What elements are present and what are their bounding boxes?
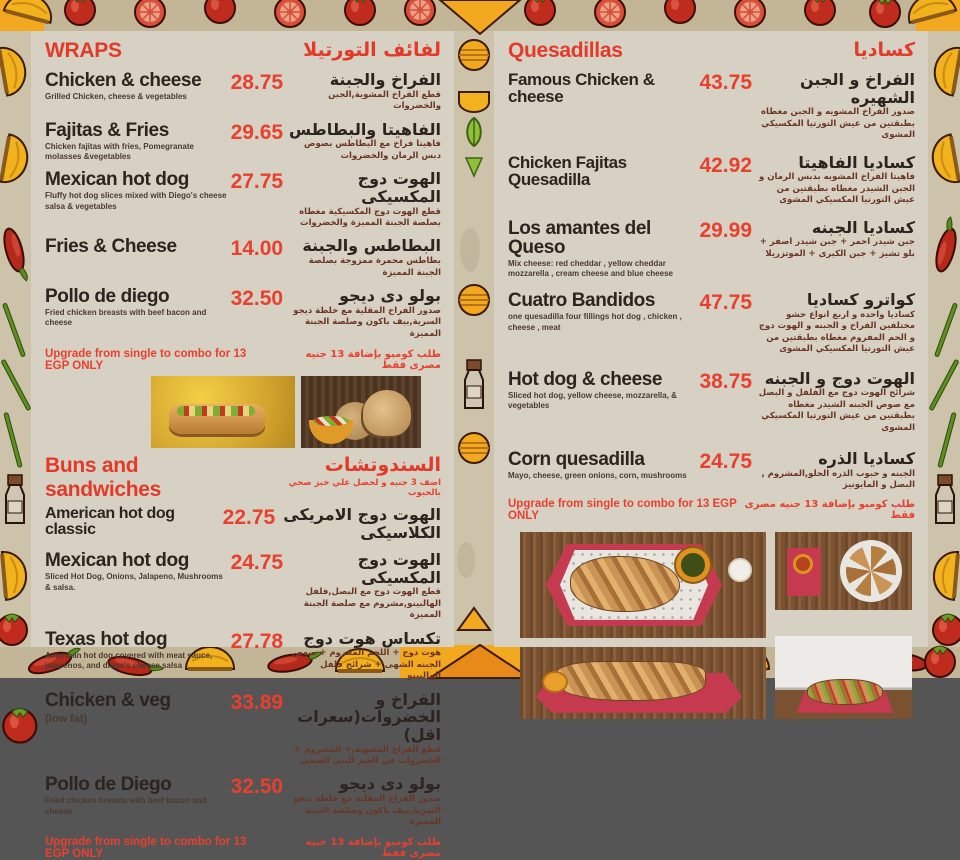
item-name-en: Corn quesadilla xyxy=(508,449,645,471)
photo-quesadilla-plate xyxy=(775,532,912,610)
item-desc-en: Sliced hot dog, yellow cheese, mozzarella, & vegetables xyxy=(508,390,677,411)
item-ar xyxy=(287,237,441,279)
item-name-ar: الهوت دوج المكسيكى xyxy=(357,169,441,206)
photo-wrap-plate xyxy=(301,376,421,448)
item-desc-en: Grilled Chicken, cheese & vegetables xyxy=(45,92,187,101)
item-price: 38.75 xyxy=(699,369,753,393)
item-price: 22.75 xyxy=(222,505,276,529)
item-en xyxy=(45,551,227,593)
wrap-shape xyxy=(363,390,411,436)
item-name-en: Chicken & veg xyxy=(45,689,171,711)
item-desc-ar: صدور الفراخ المقلية مع خلطة ديجو السرية,بيف باكون وصلصة الجبنة المميزة xyxy=(293,305,441,339)
item-desc-ar: قطع الهوت دوج المكسيكية مغطاه بصلصة الجبنة المميزة والخضروات xyxy=(299,206,441,228)
item-desc-en: Fried chicken breasts with beef bacon and cheese xyxy=(45,307,207,328)
item-en xyxy=(508,450,695,481)
item-desc-en: Fried chicken breasts with beef bacon and cheese xyxy=(45,796,207,816)
item-desc-en: Mayo, cheese, green onions, corn, mushrooms xyxy=(508,471,687,481)
item-name-ar: الفراخ والجبنة xyxy=(329,70,441,89)
item-en xyxy=(508,154,695,188)
item-price: 42.92 xyxy=(699,153,753,177)
left-photos xyxy=(151,376,441,448)
menu-item-pollo-de-diego-bun xyxy=(45,775,441,828)
menu-item-fries-cheese xyxy=(45,237,441,279)
item-ar xyxy=(287,775,441,828)
item-en xyxy=(45,691,227,726)
item-en xyxy=(45,506,219,538)
item-ar xyxy=(287,691,441,768)
item-name-ar: الهوت دوج الامريكى الكلاسيكى xyxy=(283,504,441,542)
quesadilla-wedges-shape xyxy=(570,556,680,612)
item-name-ar: الفاهيتا والبطاطس xyxy=(289,119,441,139)
dip-cup-shape xyxy=(542,671,568,693)
quesadilla-wedges-shape xyxy=(556,661,706,701)
item-name-ar: الهوت دوج و الجبنه xyxy=(764,368,915,388)
menu-item-famous-chicken-cheese xyxy=(508,71,915,142)
wraps-title-ar: لفائف التورتيلا xyxy=(303,39,441,61)
item-desc-ar: قطع الهوت دوج مع البصل,فلفل الهالبينو,مشروم مع صلصة الجبنة المميزة xyxy=(303,587,441,621)
upgrade-note-ar: طلب كومبو بإضافة 13 جنيه مصرى فقط xyxy=(305,348,441,371)
buns-header xyxy=(45,454,441,502)
item-desc-ar: فاهيتا فراخ مع البطاطس بصوص دبس الرمان والخضروات xyxy=(304,139,441,161)
item-name-en: American hot dog classic xyxy=(45,504,175,538)
item-en xyxy=(508,370,695,412)
item-name-en: Mexican hot dog xyxy=(45,550,189,572)
item-desc-en: one quesadilla four fillings hot dog , chicken , cheese , meat xyxy=(508,312,682,332)
item-desc-en: Mix cheese: red cheddar , yellow cheddar mozzarella , cream cheese and blue cheese xyxy=(508,258,673,278)
item-price: 24.75 xyxy=(230,551,284,575)
item-name-en: Fajitas & Fries xyxy=(45,119,169,141)
menu-item-hot-dog-cheese xyxy=(508,370,915,434)
dip-cup-shape xyxy=(728,558,752,582)
loaded-topping-shape xyxy=(807,679,883,705)
item-desc-en: Sliced Hot Dog, Onions, Jalapeno, Mushrooms & salsa. xyxy=(45,572,223,592)
quesadillas-header xyxy=(508,39,915,63)
item-price: 47.75 xyxy=(699,291,753,315)
item-name-en: Famous Chicken & cheese xyxy=(508,70,655,106)
menu-item-los-amantes-del-queso xyxy=(508,219,915,280)
wraps-title-en: WRAPS xyxy=(45,39,122,62)
quesadilla-wedges-shape xyxy=(846,546,896,596)
item-price: 29.65 xyxy=(230,120,284,144)
item-desc-ar: فاهيتا الفراخ المشويه بدبس الرمان و الجبن الشيدر مغطاه بطبقتين من عيش التورتيا المكسيكي المشوى xyxy=(759,172,915,206)
item-name-ar: الفراخ و الخضروات(سعرات اقل) xyxy=(297,689,441,744)
upgrade-note-ar: طلب كومبو بإضافة 13 جنيه مصرى فقط xyxy=(744,498,915,521)
item-name-en: Mexican hot dog xyxy=(45,169,189,191)
item-desc-ar: كساديا واحده و اربع انواع حشو مختلفين الفراخ و الجبنه و الهوت دوج و الحم المفروم مغطاه بطبقتين من عيش التورتيا المكسيكي المشوى xyxy=(758,309,915,355)
item-name-en: Texas hot dog xyxy=(45,628,168,650)
item-name-ar: الهوت دوج المكسيكى xyxy=(357,550,441,587)
buns-title-ar: السندوتشات xyxy=(324,453,441,476)
salsa-bowl-shape xyxy=(676,548,710,582)
item-desc-ar: هوت دوج + اللحم المفروم + صوص الجبنه الشهى + شرائح فلفل الهالبينو xyxy=(291,648,441,682)
item-name-ar: بولو دى ديجو xyxy=(339,285,441,305)
item-price: 14.00 xyxy=(230,237,284,261)
item-ar xyxy=(756,154,915,207)
item-name-en: Hot dog & cheese xyxy=(508,368,663,390)
menu-item-chicken-fajitas-quesadilla xyxy=(508,154,915,207)
item-desc-en: (low fat) xyxy=(45,712,88,725)
menu-item-chicken-veg xyxy=(45,691,441,768)
menu-item-cuatro-bandidos xyxy=(508,291,915,355)
item-name-ar: كواترو كساديا xyxy=(806,290,915,310)
item-price: 43.75 xyxy=(699,71,753,94)
item-en xyxy=(45,237,227,256)
item-price: 28.75 xyxy=(230,71,284,94)
item-price: 24.75 xyxy=(699,450,753,474)
item-en xyxy=(508,291,695,333)
item-desc-ar: الجبنه و حبوب الذره الحلو,المشروم , البصل و المايونيز xyxy=(761,468,915,491)
item-desc-en: Chicken fajitas with fries, Pomegranate molasses &vegetables xyxy=(45,141,194,161)
item-name-ar: بولو دى ديجو xyxy=(339,774,441,794)
menu-item-pollo-de-diego xyxy=(45,287,441,340)
item-name-ar: تكساس هوت دوج xyxy=(303,628,441,648)
bun-filling-shape xyxy=(177,406,255,416)
item-en xyxy=(508,71,695,105)
menu-item-corn-quesadilla xyxy=(508,450,915,492)
item-ar xyxy=(756,71,915,142)
item-ar xyxy=(287,121,441,163)
photo-hot-dog-sandwich xyxy=(151,376,295,448)
item-price: 27.75 xyxy=(230,170,284,194)
salsa-cup-shape xyxy=(793,554,813,574)
menu-item-fajitas-fries xyxy=(45,121,441,163)
item-ar xyxy=(287,170,441,229)
item-en xyxy=(45,630,227,672)
item-name-ar: الفراخ و الجبن الشهيره xyxy=(799,70,915,107)
item-en xyxy=(45,71,227,102)
item-ar xyxy=(279,506,441,541)
item-desc-ar: بطاطس محمرة ممزوجة بصلصة الجبنة المميزة xyxy=(308,256,441,278)
item-ar xyxy=(287,630,441,683)
menu-item-mexican-hot-dog-bun xyxy=(45,551,441,622)
item-name-en: Los amantes del Queso xyxy=(508,217,651,258)
item-en xyxy=(45,775,227,817)
buns-upgrade-note xyxy=(45,836,441,860)
item-ar xyxy=(756,370,915,434)
salad-bowl-shape xyxy=(309,420,353,444)
item-desc-ar: جبن شيدر احمر + جبن شيدر اصفر + بلو تشيز + جبن الكيرى + الموتزريلا xyxy=(759,237,915,259)
photo-quesadilla-platter xyxy=(520,532,766,638)
item-desc-ar: صدور الفراخ المشويه و الجبن مغطاه بطبقتين من عيش التورتيا المكسيكي المشوى xyxy=(761,107,915,141)
quesadillas-title-ar: كساديا xyxy=(853,39,915,61)
item-name-en: Pollo de Diego xyxy=(45,774,172,796)
menu-item-chicken-cheese xyxy=(45,71,441,113)
item-ar xyxy=(287,71,441,113)
item-name-en: Pollo de diego xyxy=(45,285,170,307)
upgrade-note-en: Upgrade from single to combo for 13 EGP ONLY xyxy=(508,497,737,522)
item-en xyxy=(508,219,695,280)
item-name-ar: البطاطس والجبنة xyxy=(302,236,441,256)
menu-item-american-hot-dog xyxy=(45,506,441,541)
upgrade-note-en: Upgrade from single to combo for 13 EGP ONLY xyxy=(45,836,247,860)
item-ar xyxy=(287,551,441,622)
item-desc-ar: شرائح الهوت دوج مع الفلفل و البصل مع صوص الجبنه الشيدر مغطاه بطبقتين من عيش التورتيا المكسيكي المشوى xyxy=(758,388,915,433)
item-desc-ar: قطع الفراخ المشوية,الجبن والخضروات xyxy=(328,89,441,112)
right-page xyxy=(494,31,928,647)
right-photos xyxy=(520,532,912,719)
item-name-en: Cuatro Bandidos xyxy=(508,290,656,312)
item-desc-ar: قطع الفراخ المشوية,+ المشروم + الخضروات في الخبز البنى الصحى xyxy=(294,744,441,766)
upgrade-note-en: Upgrade from single to combo for 13 EGP ONLY xyxy=(45,347,247,372)
item-price: 32.50 xyxy=(230,286,284,310)
menu-item-mexican-hot-dog-wrap xyxy=(45,170,441,229)
photo-quesadilla-row xyxy=(520,647,766,719)
item-name-en: Fries & Cheese xyxy=(45,236,177,258)
item-ar xyxy=(756,219,915,261)
wraps-upgrade-note xyxy=(45,348,441,372)
item-price: 27.78 xyxy=(230,629,284,653)
item-desc-en: American hot dog covered with meat sauce, jalapenos, and diego's cheese salsa xyxy=(45,650,213,671)
left-page xyxy=(31,31,454,860)
item-name-ar: كساديا الفاهيتا xyxy=(798,152,915,172)
item-name-ar: كساديا الذره xyxy=(818,449,915,469)
quesadillas-title-en: Quesadillas xyxy=(508,39,623,62)
item-desc-ar: صدور الفراخ المقلية مع خلطة ديجو السرية,بيف باكون وصلصة الجبنة المميزة xyxy=(293,794,441,827)
item-ar xyxy=(756,450,915,492)
item-ar xyxy=(756,291,915,355)
menu-item-texas-hot-dog xyxy=(45,630,441,683)
item-en xyxy=(45,170,227,212)
buns-title-en: Buns and sandwiches xyxy=(45,453,162,501)
upgrade-note-ar: طلب كومبو بإضافة 13 جنيه مصرى فقط xyxy=(305,837,441,860)
photo-loaded-quesadilla xyxy=(775,636,912,719)
item-price: 33.89 xyxy=(230,690,284,714)
item-name-en: Chicken Fajitas Quesadilla xyxy=(508,152,627,189)
item-name-en: Chicken & cheese xyxy=(45,70,202,91)
item-price: 29.99 xyxy=(699,218,753,242)
item-ar xyxy=(287,287,441,340)
wraps-header xyxy=(45,39,441,63)
item-price: 32.50 xyxy=(230,775,284,799)
item-desc-en: Fluffy hot dog slices mixed with Diego's cheese salsa & vegetables xyxy=(45,191,227,211)
quesadillas-upgrade-note xyxy=(508,498,915,522)
item-name-ar: كساديا الجبنه xyxy=(811,217,915,237)
item-en xyxy=(45,121,227,163)
item-en xyxy=(45,287,227,329)
buns-note-ar: اضف 3 جنيه و لحصل علي خبز صحي بالحبوب xyxy=(288,477,441,498)
